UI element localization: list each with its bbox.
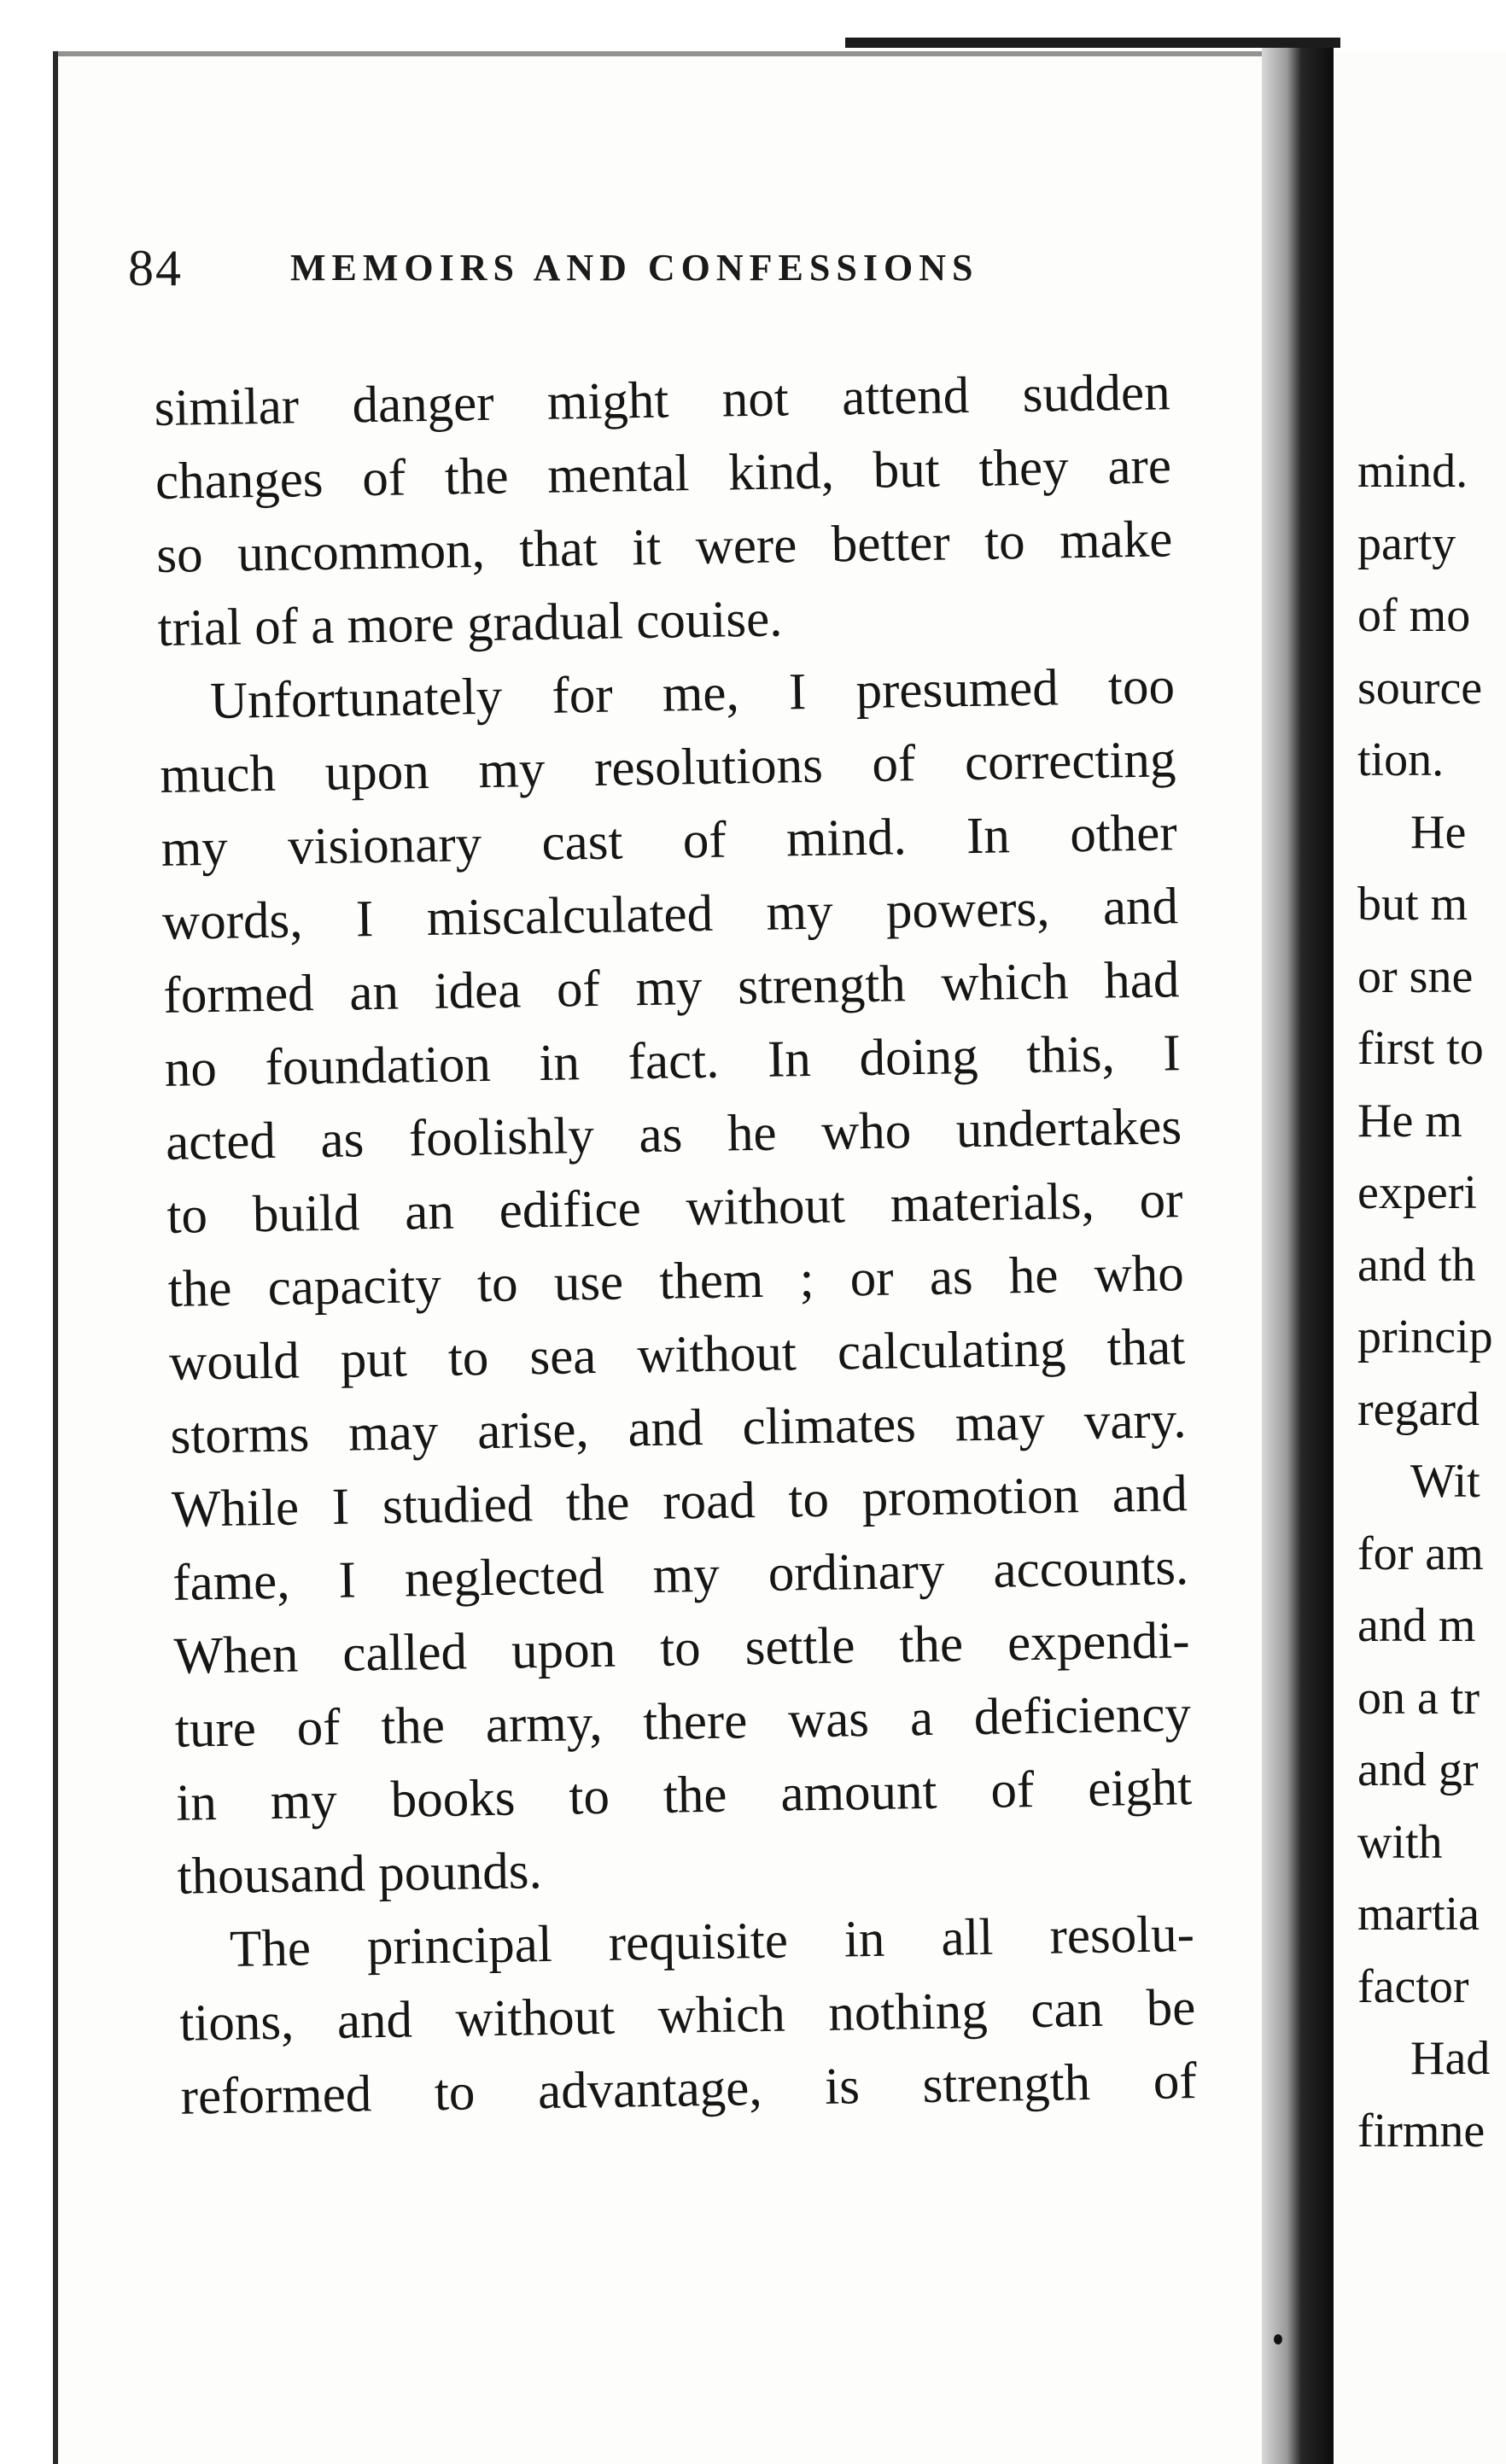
text-line: and gr (1357, 1743, 1479, 1796)
text-line: so uncommon, that it were better to make (155, 511, 1173, 584)
text-line: source (1357, 661, 1483, 715)
text-line: When called upon to settle the expendi- (173, 1612, 1191, 1685)
right-page-text (1357, 435, 1493, 2167)
paragraph-start-line: Had (1410, 2032, 1491, 2085)
text-line: for am (1357, 1527, 1484, 1580)
text-line: on a tr (1357, 1671, 1480, 1725)
text-line: to build an edifice without materials, or (166, 1171, 1183, 1245)
body-text (154, 355, 1248, 2134)
book-gutter (1262, 48, 1334, 2464)
text-line: of mo (1357, 589, 1471, 642)
text-line: with (1357, 1815, 1443, 1869)
text-line: my visionary cast of mind. In other (161, 804, 1178, 878)
text-line: first to (1357, 1022, 1484, 1075)
page-number: 84 (128, 240, 183, 296)
paragraph-start-line: Unfortunately for me, I presumed too (209, 657, 1176, 731)
text-line: He m (1357, 1094, 1462, 1147)
paragraph-start-line: The principal requisite in all resolu- (229, 1906, 1195, 1978)
text-line: princip (1357, 1311, 1493, 1363)
gutter-mark (1274, 2334, 1282, 2344)
text-line: changes of the mental kind, but they are (155, 437, 1172, 511)
text-line: similar danger might not attend sudden (154, 364, 1171, 437)
text-line: tions, and without which nothing can be (178, 1979, 1196, 2052)
text-line: acted as foolishly as he who undertakes (165, 1098, 1182, 1171)
text-line: tion. (1357, 733, 1445, 786)
text-line: factor (1357, 1959, 1469, 2013)
text-line: words, I miscalculated my powers, and (161, 878, 1179, 951)
text-line: would put to sea without calculating that (168, 1318, 1186, 1392)
text-line: no foundation in fact. In doing this, I (164, 1025, 1182, 1098)
binding-top-edge (845, 38, 1340, 48)
text-line: firmne (1357, 2104, 1486, 2157)
text-line: party (1357, 517, 1456, 570)
text-line: martia (1357, 1888, 1480, 1941)
text-line: or sne (1357, 949, 1474, 1003)
text-line: the capacity to use them ; or as he who (167, 1245, 1185, 1318)
text-line: experi (1357, 1166, 1477, 1219)
text-line: reformed to advantage, is strength of (180, 2052, 1198, 2126)
text-line: ture of the army, there was a deficiency (174, 1685, 1192, 1759)
text-line: and th (1357, 1238, 1476, 1292)
text-line: formed an idea of my strength which had (162, 951, 1180, 1025)
text-line: and m (1357, 1599, 1476, 1652)
text-line: much upon my resolutions of correcting (159, 731, 1176, 804)
text-line: regard (1357, 1382, 1480, 1436)
paragraph-start-line: He (1410, 805, 1467, 859)
right-page (1334, 51, 1506, 2464)
running-head (128, 239, 1110, 307)
text-line: While I studied the road to promotion and (171, 1465, 1188, 1539)
text-line: storms may arise, and climates may vary. (170, 1392, 1187, 1465)
text-line: thousand pounds. (177, 1842, 543, 1906)
text-line: trial of a more gradual couise. (157, 590, 783, 657)
running-head-title: MEMOIRS AND CONFESSIONS (290, 247, 979, 289)
paragraph-start-line: Wit (1410, 1455, 1480, 1508)
text-line: in my books to the amount of eight (175, 1759, 1193, 1832)
page-top-edge (58, 51, 1267, 56)
text-line: fame, I neglected my ordinary accounts. (172, 1539, 1189, 1612)
text-line: but m (1357, 878, 1468, 931)
text-line: mind. (1357, 445, 1468, 498)
